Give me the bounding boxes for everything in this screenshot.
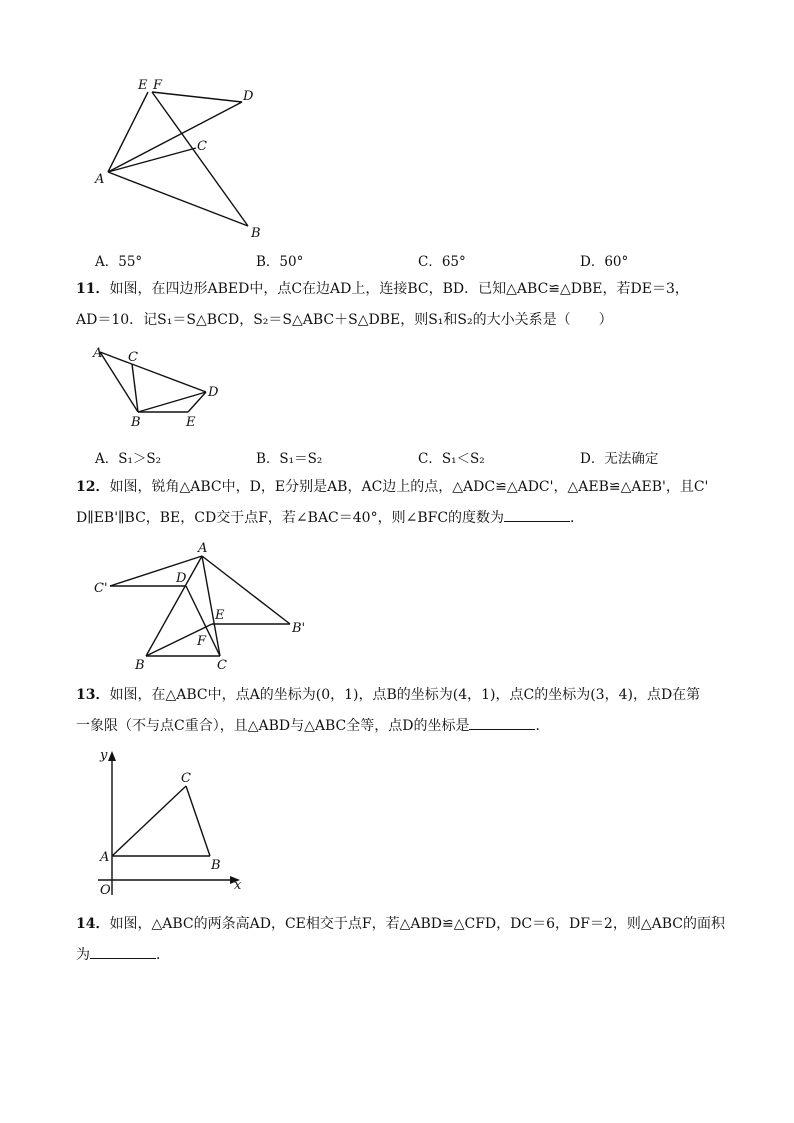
q11-option-d: D．无法确定 xyxy=(580,451,659,467)
label-f: F xyxy=(197,634,207,649)
q10-option-d: D．60° xyxy=(580,254,629,270)
segment-fd xyxy=(152,92,242,102)
label-e: E xyxy=(186,415,196,430)
q14-number: 14． xyxy=(76,916,110,932)
q12-text-end: ． xyxy=(570,510,585,526)
q11-number: 11． xyxy=(76,281,110,297)
q13-number: 13． xyxy=(76,687,110,703)
label-a: A xyxy=(198,541,208,556)
label-b: B xyxy=(131,415,141,430)
q12-text-2: D∥EB'∥BC，BE，CD交于点F，若∠BAC＝40°，则∠BFC的度数为 xyxy=(76,510,505,526)
q11-line1 xyxy=(76,278,689,300)
segment-ae xyxy=(108,92,148,172)
label-o: O xyxy=(100,883,111,898)
q10-figure xyxy=(80,70,290,245)
segment-da xyxy=(108,102,242,172)
label-b: B xyxy=(211,858,221,873)
label-c: C xyxy=(197,139,207,154)
label-e: E xyxy=(138,78,148,93)
q14-text-2: 为 xyxy=(76,947,90,963)
q11-figure xyxy=(88,340,228,432)
q10-option-b: B．50° xyxy=(256,254,304,270)
q13-text-2: 一象限（不与点C重合），且△ABD与△ABC全等，点D的坐标是 xyxy=(76,718,470,734)
q12-line1 xyxy=(76,476,708,498)
answer-blank[interactable] xyxy=(90,944,156,959)
q13-text-1: 如图，在△ABC中，点A的坐标为(0，1)，点B的坐标为(4，1)，点C的坐标为(3，4)，点D在第 xyxy=(109,687,701,703)
answer-blank[interactable] xyxy=(504,507,570,522)
label-e: E xyxy=(215,608,225,623)
label-d: D xyxy=(243,89,254,104)
label-x: x xyxy=(234,878,242,893)
label-c-prime: C' xyxy=(94,581,108,596)
segment-ac xyxy=(108,148,196,172)
segment-cb xyxy=(186,786,210,856)
label-d: D xyxy=(176,571,187,586)
label-a: A xyxy=(93,346,103,361)
segment-ab xyxy=(108,172,248,226)
label-a: A xyxy=(100,850,110,865)
q14-text-end: ． xyxy=(156,947,170,963)
label-c: C xyxy=(217,658,227,673)
label-f: F xyxy=(153,78,163,93)
label-b: B xyxy=(251,226,261,241)
segment-ad xyxy=(100,352,206,392)
label-d: D xyxy=(208,385,219,400)
q12-text-1: 如图，锐角△ABC中，D，E分别是AB，AC边上的点，△ADC≌△ADC'，△AEB≌△AEB'，且C' xyxy=(109,479,709,495)
label-b-prime: B' xyxy=(292,621,306,636)
q13-text-end: ． xyxy=(535,718,550,734)
segment-fb xyxy=(152,92,248,226)
q14-text-1: 如图，△ABC的两条高AD，CE相交于点F，若△ABD≌△CFD，DC＝6，DF＝2，则△ABC的面积 xyxy=(109,916,725,932)
label-c: C xyxy=(181,771,191,786)
q10-option-c: C．65° xyxy=(418,254,466,270)
answer-blank[interactable] xyxy=(469,715,535,730)
q13-line1 xyxy=(76,684,700,706)
segment-ac xyxy=(112,786,186,856)
q13-figure xyxy=(90,745,260,905)
q11-line2: AD＝10．记S₁＝S△BCD，S₂＝S△ABC＋S△DBE，则S₁和S₂的大小关系是（ ） xyxy=(76,312,613,328)
q12-number: 12． xyxy=(76,479,110,495)
label-c: C xyxy=(128,350,138,365)
q11-option-b: B．S₁＝S₂ xyxy=(256,451,323,467)
q11-text-1: 如图，在四边形ABED中，点C在边AD上，连接BC，BD．已知△ABC≌△DBE，若DE＝3， xyxy=(109,281,689,297)
y-axis-arrow xyxy=(108,751,116,761)
q10-option-a: A．55° xyxy=(95,254,143,270)
q11-option-c: C．S₁＜S₂ xyxy=(418,451,485,467)
label-b: B xyxy=(135,658,145,673)
q12-line2 xyxy=(76,507,584,529)
q14-line2 xyxy=(76,944,170,966)
segment-bd xyxy=(138,392,206,412)
q14-line1 xyxy=(76,913,725,935)
q11-option-a: A．S₁＞S₂ xyxy=(95,451,162,467)
q13-line2 xyxy=(76,715,549,737)
label-y: y xyxy=(100,748,108,763)
q12-figure xyxy=(90,538,320,678)
label-a: A xyxy=(95,172,105,187)
